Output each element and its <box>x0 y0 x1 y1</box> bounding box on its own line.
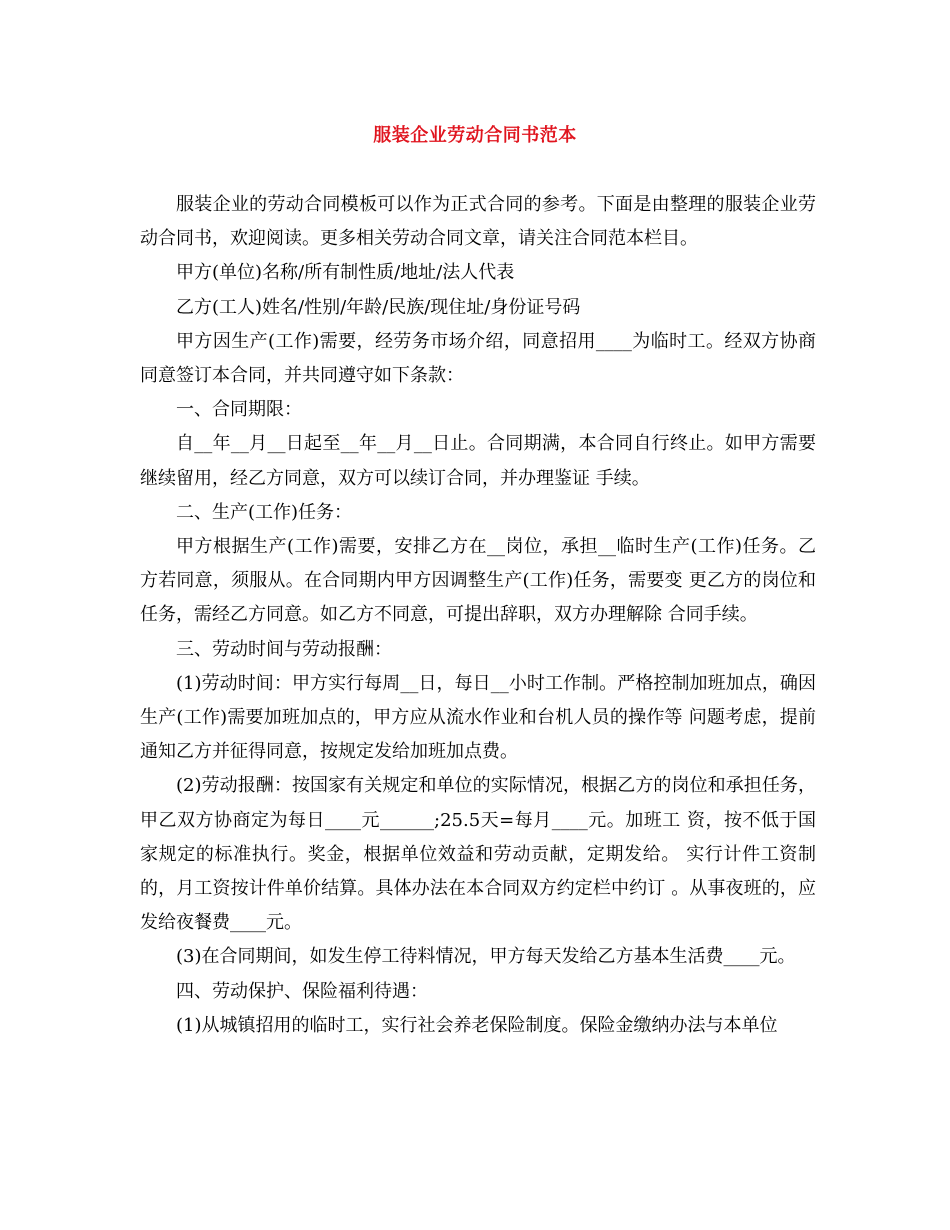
party-b-info: 乙方(工人)姓名/性别/年龄/民族/现住址/身份证号码 <box>176 296 581 318</box>
party-a-info: 甲方(单位)名称/所有制性质/地址/法人代表 <box>176 262 515 284</box>
hiring-clause: 甲方因生产(工作)需要，经劳务市场介绍，同意招用____为临时工。经双方协商同意签订本合同，并共同遵守如下条款： <box>140 330 816 387</box>
insurance-clause: (1)从城镇招用的临时工，实行社会养老保险制度。保险金缴纳办法与本单位 <box>176 1014 778 1036</box>
section-heading-protection: 四、劳动保护、保险福利待遇： <box>176 980 428 1002</box>
intro-paragraph: 服装企业的劳动合同模板可以作为正式合同的参考。下面是由整理的服装企业劳动合同书，欢迎阅读。更多相关劳动合同文章，请关注合同范本栏目。 <box>140 194 816 250</box>
tasks-clause: 甲方根据生产(工作)需要，安排乙方在__岗位，承担__临时生产(工作)任务。乙方若同意，须服从。在合同期内甲方因调整生产(工作)任务，需要变 更乙方的岗位和任务，需经乙方同意。如乙方不同意，可提出辞职，双方办理解除 合同手续。 <box>140 536 816 626</box>
term-clause: 自__年__月__日起至__年__月__日止。合同期满，本合同自行终止。如甲方需要继续留用，经乙方同意，双方可以续订合同，并办理鉴证 手续。 <box>140 433 816 489</box>
section-heading-tasks: 二、生产(工作)任务： <box>176 501 353 523</box>
remuneration-clause: (2)劳动报酬：按国家有关规定和单位的实际情况，根据乙方的岗位和承担任务，甲乙双方协商定为每日____元______;25.5天=每月____元。加班工 资，按不低于国家规定的标准执行。奖金，根据单位效益和劳动贡献，定期发给。 实行计件工资制的，月工资按计件单价结算。具体办法在本合同双方约定栏中约订 。从事夜班的，应发给夜餐费____元。 <box>140 775 816 934</box>
document-title: 服装企业劳动合同书范本 <box>373 125 577 146</box>
work-stoppage-clause: (3)在合同期间，如发生停工待料情况，甲方每天发给乙方基本生活费____元。 <box>176 946 796 968</box>
document-body <box>140 188 816 1043</box>
working-hours-clause: (1)劳动时间：甲方实行每周__日，每日__小时工作制。严格控制加班加点，确因生产(工作)需要加班加点的，甲方应从流水作业和台机人员的操作等 问题考虑，提前通知乙方并征得同意，按规定发给加班加点费。 <box>140 672 816 763</box>
section-heading-hours-pay: 三、劳动时间与劳动报酬： <box>176 638 392 660</box>
section-heading-term: 一、合同期限： <box>176 399 302 421</box>
